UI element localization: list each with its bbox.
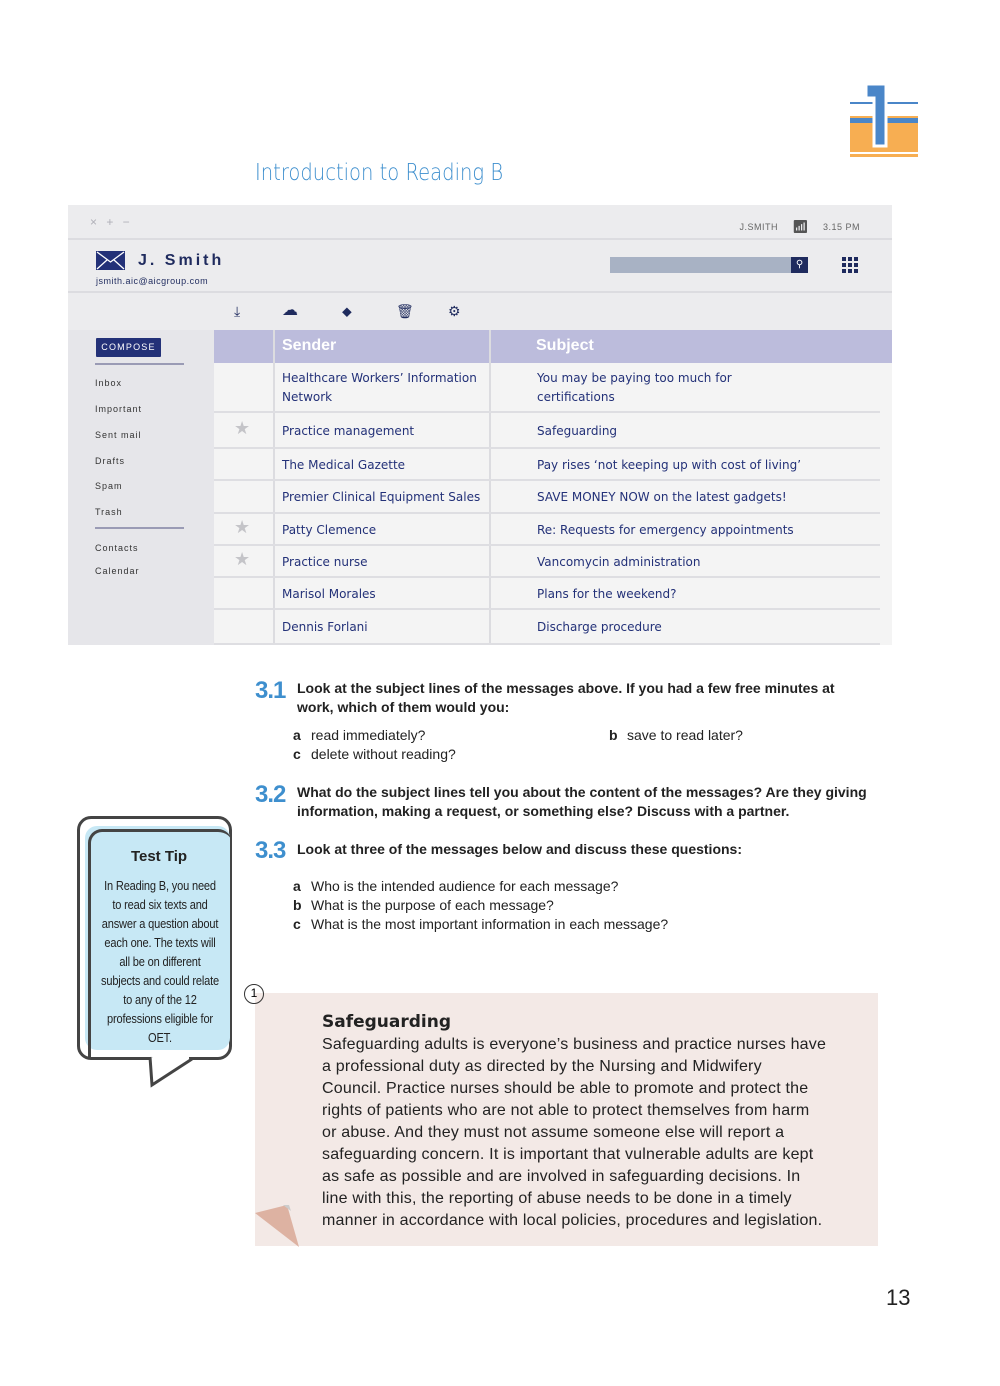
test-tip-title: Test Tip	[130, 848, 188, 865]
cloud-icon[interactable]: ☁	[282, 302, 298, 319]
toolbar	[68, 293, 892, 330]
option-b: b save to read later?	[609, 727, 743, 743]
option-c: c What is the most important information in each message?	[293, 916, 669, 932]
message-row[interactable]	[214, 578, 880, 610]
wifi-icon: 📶︎	[791, 219, 809, 234]
sender-cell: Practice management	[282, 423, 415, 438]
divider	[95, 363, 184, 365]
apps-grid-icon[interactable]	[842, 257, 858, 273]
message-row[interactable]	[214, 481, 880, 514]
status-time: 3.15 PM	[822, 222, 860, 232]
question-number: 3.1	[255, 677, 286, 704]
question-number: 3.3	[255, 837, 286, 864]
message-row[interactable]	[214, 546, 880, 578]
column-header-subject: Subject	[536, 337, 594, 354]
option-a: a read immediately?	[293, 727, 426, 743]
message-row[interactable]	[214, 413, 880, 449]
page-curl	[255, 1205, 301, 1247]
account-header	[68, 240, 892, 293]
page-number: 13	[886, 1285, 911, 1310]
sender-cell: Premier Clinical Equipment Sales	[282, 490, 481, 504]
text-line: a professional duty as directed by the Nursing and Midwifery	[322, 1058, 762, 1075]
page-title: Introduction to Reading B	[255, 160, 504, 186]
sender-cell: Marisol Morales	[282, 586, 376, 601]
subject-cell: You may be paying too much for certifications	[537, 371, 732, 404]
star-icon[interactable]: ★	[234, 517, 251, 537]
sender-cell: Healthcare Workers’ Information Network	[282, 371, 477, 404]
sidebar-item-calendar[interactable]: Calendar	[95, 566, 140, 576]
sidebar-item-contacts[interactable]: Contacts	[95, 543, 139, 553]
subject-cell: Re: Requests for emergency appointments	[537, 522, 794, 537]
speech-tail	[148, 1055, 196, 1089]
sidebar-item-trash[interactable]: Trash	[95, 507, 123, 517]
text-line: rights of patients who are not able to protect themselves from harm	[322, 1102, 810, 1119]
star-icon[interactable]: ★	[234, 549, 251, 569]
option-a: a Who is the intended audience for each message?	[293, 878, 619, 894]
divider	[95, 527, 184, 529]
star-icon[interactable]: ★	[234, 418, 251, 438]
text-line: Safeguarding adults is everyone’s business and practice nurses have	[322, 1036, 827, 1053]
subject-cell: SAVE MONEY NOW on the latest gadgets!	[537, 490, 787, 504]
search-icon[interactable]: ⚲	[791, 257, 808, 273]
trash-icon[interactable]: 🗑︎	[396, 303, 414, 319]
message-table	[214, 330, 892, 645]
text-line: safeguarding concern. It is important that vulnerable adults are kept	[322, 1146, 814, 1163]
status-user: J.SMITH	[739, 222, 778, 232]
question-text: Look at the subject lines of the messages above. If you had a few free minutes at work, which of them would you:	[297, 680, 835, 715]
email-client-mockup	[68, 205, 892, 645]
sidebar-item-sent[interactable]: Sent mail	[95, 430, 142, 440]
sender-cell: Patty Clemence	[282, 522, 377, 537]
message-row[interactable]	[214, 363, 880, 413]
subject-cell: Pay rises ‘not keeping up with cost of living’	[537, 457, 802, 472]
unit-1-logo	[848, 82, 920, 158]
search-input[interactable]	[610, 257, 808, 273]
subject-cell: Discharge procedure	[537, 620, 662, 634]
option-c: c delete without reading?	[293, 746, 456, 762]
tag-icon[interactable]: ⬥	[342, 303, 352, 319]
sidebar	[68, 330, 214, 645]
sender-cell: The Medical Gazette	[282, 457, 406, 472]
text-line: manner in accordance with local policies, procedures and legislation.	[322, 1212, 823, 1229]
download-icon[interactable]: ⤓	[234, 303, 241, 319]
text-line: as safe as possible and are involved in safeguarding decisions. In	[322, 1168, 801, 1185]
text-line: line with this, the reporting of abuse needs to be done in a timely	[322, 1190, 792, 1207]
mail-envelope-icon	[96, 251, 125, 270]
sidebar-item-spam[interactable]: Spam	[95, 481, 123, 491]
sender-cell: Dennis Forlani	[282, 620, 368, 634]
window-controls[interactable]: × + −	[90, 215, 133, 229]
user-name: J. Smith	[138, 252, 225, 269]
test-tip-text: In Reading B, you need to read six texts and answer a question about each one. The texts will all be on different subjects and could relate to any of the 12 professions eligible for OET.	[100, 878, 219, 1045]
subject-cell: Safeguarding	[537, 423, 618, 438]
text-line: or abuse. And they must not assume someone else will report a	[322, 1124, 785, 1141]
question-number: 3.2	[255, 781, 286, 808]
compose-button[interactable]: COMPOSE	[96, 338, 161, 357]
message-row[interactable]	[214, 449, 880, 481]
message-row[interactable]	[214, 514, 880, 546]
sidebar-item-drafts[interactable]: Drafts	[95, 456, 126, 466]
text-title: Safeguarding	[322, 1012, 452, 1032]
table-header	[214, 330, 892, 363]
message-row[interactable]	[214, 610, 880, 645]
text-line: Council. Practice nurses should be able to promote and protect the	[322, 1080, 809, 1097]
column-header-sender: Sender	[282, 337, 337, 354]
subject-cell: Plans for the weekend?	[537, 586, 677, 601]
settings-gear-icon[interactable]: ⚙	[448, 303, 461, 319]
sidebar-item-important[interactable]: Important	[95, 404, 143, 414]
sidebar-item-inbox[interactable]: Inbox	[95, 378, 123, 388]
user-email: jsmith.aic@aicgroup.com	[96, 276, 209, 286]
question-text: What do the subject lines tell you about the content of the messages? Are they giving information, making a request, or something else? Discuss with a partner.	[297, 784, 867, 819]
question-text: Look at three of the messages below and discuss these questions:	[297, 841, 742, 857]
option-b: b What is the purpose of each message?	[293, 897, 554, 913]
sender-cell: Practice nurse	[282, 554, 368, 569]
subject-cell: Vancomycin administration	[537, 554, 701, 569]
title-bar	[68, 205, 892, 240]
text-number-badge: 1	[244, 984, 264, 1004]
